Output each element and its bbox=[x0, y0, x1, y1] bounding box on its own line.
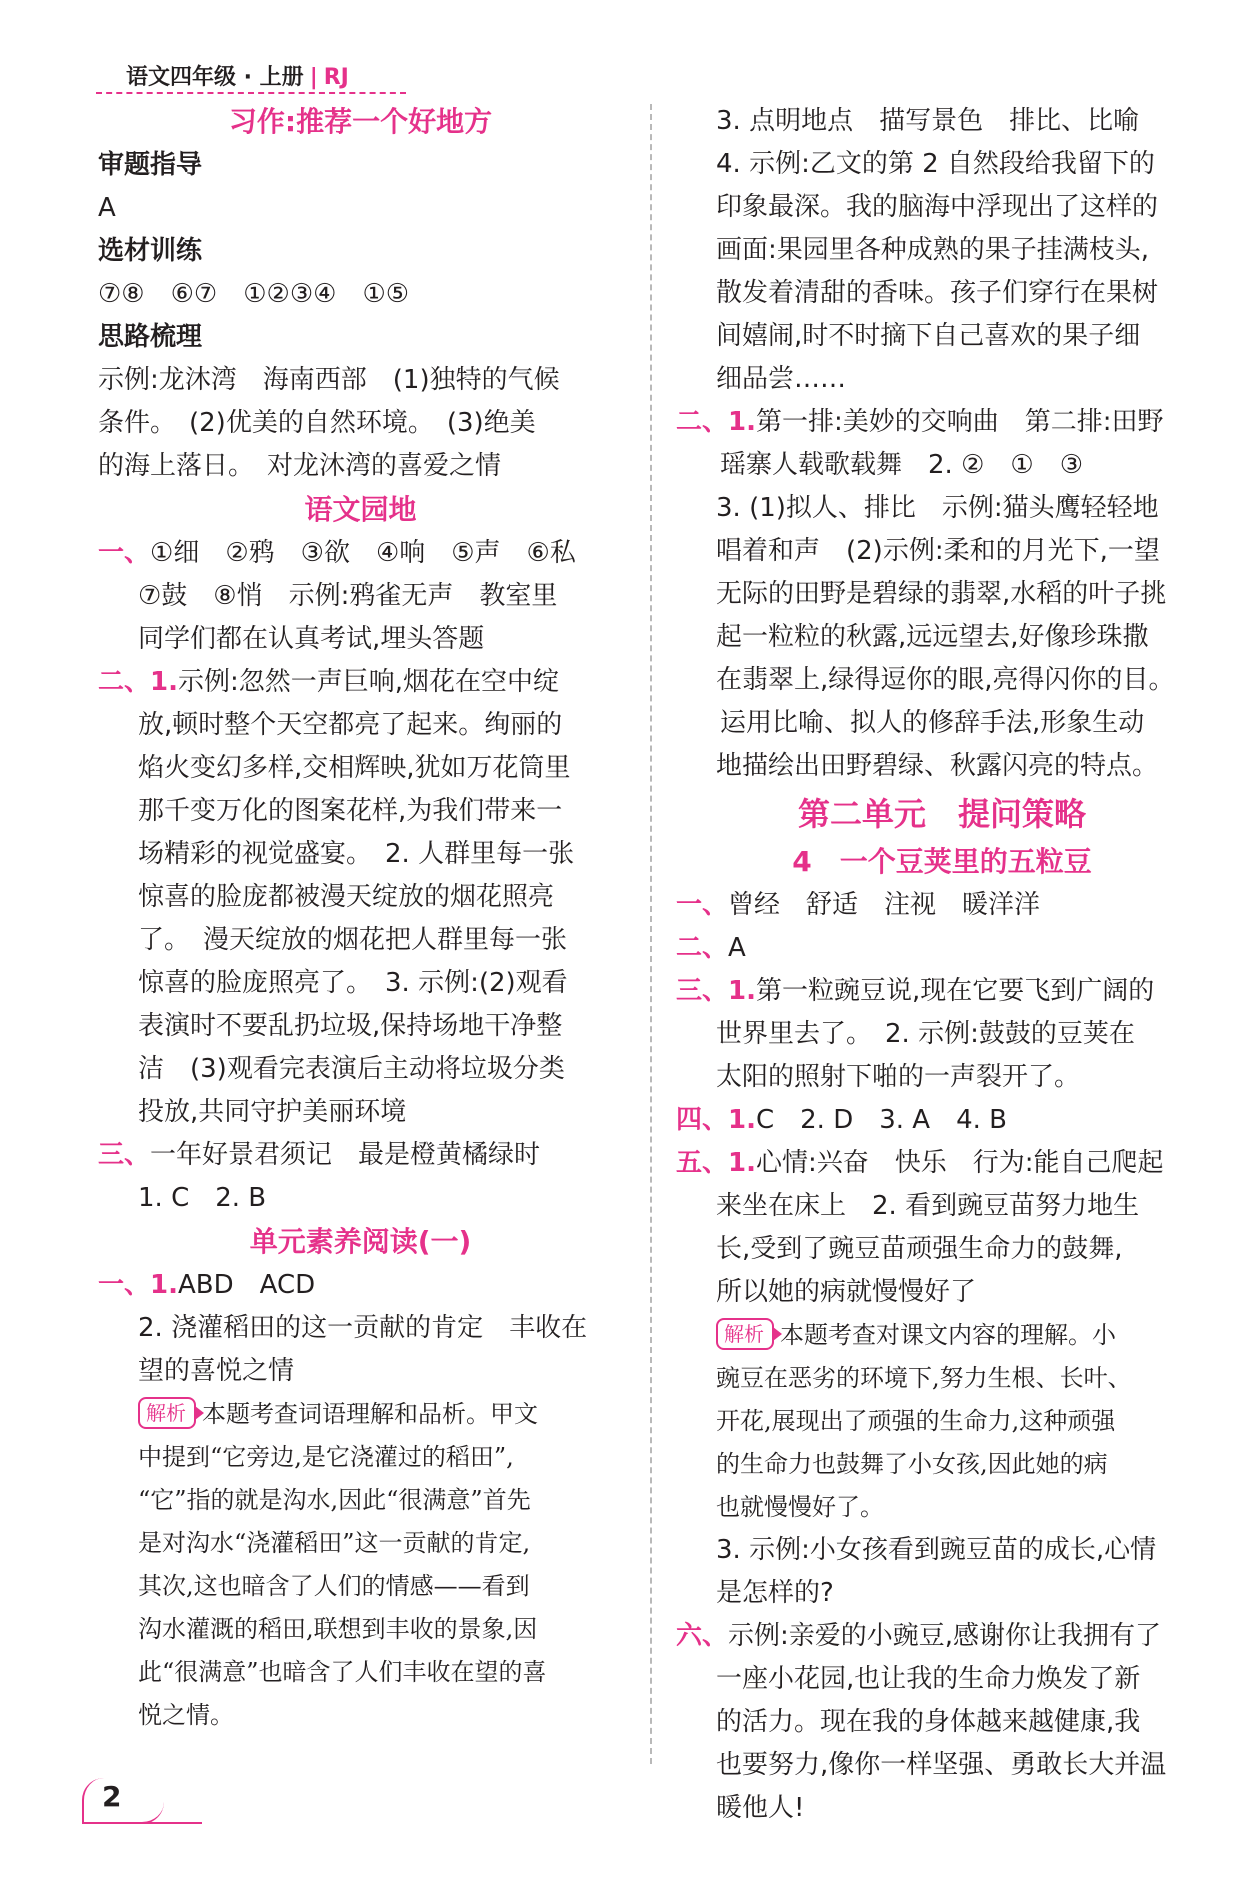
answer-line bbox=[676, 401, 1208, 444]
answer-line: 印象最深。我的脑海中浮现出了这样的 bbox=[716, 192, 1159, 222]
subheading: 选材训练 bbox=[98, 236, 203, 266]
question-number: 一、1. bbox=[98, 1270, 178, 1300]
answer-line: 地描绘出田野碧绿、秋露闪亮的特点。 bbox=[716, 751, 1159, 781]
answer-line: 3. (1)拟人、排比 示例:猫头鹰轻轻地 bbox=[716, 493, 1159, 523]
answer-line: 惊喜的脸庞照亮了。 3. 示例:(2)观看 bbox=[138, 968, 568, 998]
analysis-line bbox=[676, 1357, 1208, 1400]
page-number-rule bbox=[82, 1822, 202, 1824]
page-number-badge bbox=[82, 1778, 164, 1824]
analysis-tag: 解析 bbox=[138, 1397, 196, 1429]
answer-line bbox=[98, 661, 623, 704]
analysis-text: 中提到“它旁边,是它浇灌过的稻田”, bbox=[138, 1443, 514, 1471]
question-number: 二、 bbox=[676, 933, 729, 963]
analysis-line bbox=[98, 1651, 623, 1694]
answer-line: 了。 漫天绽放的烟花把人群里每一张 bbox=[138, 925, 568, 955]
question-number: 四、1. bbox=[676, 1105, 756, 1135]
answer-line: 散发着清甜的香味。孩子们穿行在果树 bbox=[716, 278, 1159, 308]
question-number: 一、 bbox=[676, 890, 729, 920]
question-number: 五、1. bbox=[676, 1148, 756, 1178]
answer-line bbox=[676, 884, 1208, 927]
right-column bbox=[676, 100, 1208, 1830]
answer-line: 来坐在床上 2. 看到豌豆苗努力地生 bbox=[716, 1191, 1140, 1221]
answer-line bbox=[676, 927, 1208, 970]
analysis-text: 也就慢慢好了。 bbox=[716, 1493, 884, 1521]
analysis-line bbox=[98, 1479, 623, 1522]
header-title: 语文四年级 · 上册 bbox=[126, 65, 304, 90]
answer-line: 唱着和声 (2)示例:柔和的月光下,一望 bbox=[716, 536, 1160, 566]
answer-line: 世界里去了。 2. 示例:鼓鼓的豆荚在 bbox=[716, 1019, 1135, 1049]
answer-line: 场精彩的视觉盛宴。 2. 人群里每一张 bbox=[138, 839, 575, 869]
analysis-text: 此“很满意”也暗含了人们丰收在望的喜 bbox=[138, 1658, 547, 1686]
answer-line bbox=[676, 1099, 1208, 1142]
answer-line: 所以她的病就慢慢好了 bbox=[716, 1277, 977, 1307]
answer-line: ⑦鼓 ⑧悄 示例:鸦雀无声 教室里 bbox=[138, 581, 558, 611]
answer-text: 曾经 舒适 注视 暖洋洋 bbox=[728, 890, 1041, 920]
answer-line: 瑶寨人载歌载舞 2. ② ① ③ bbox=[720, 450, 1083, 480]
answer-line: 无际的田野是碧绿的翡翠,水稻的叶子挑 bbox=[716, 579, 1167, 609]
answer-line: 的海上落日。 对龙沐湾的喜爱之情 bbox=[98, 451, 502, 481]
answer-text: ABD ACD bbox=[177, 1270, 316, 1300]
answer-line bbox=[676, 970, 1208, 1013]
answer-line: 1. C 2. B bbox=[138, 1183, 267, 1213]
analysis-line bbox=[676, 1486, 1208, 1529]
analysis-line bbox=[98, 1436, 623, 1479]
answer-text: ①细 ②鸦 ③欲 ④响 ⑤声 ⑥私 bbox=[150, 538, 576, 568]
answer-line: 一座小花园,也让我的生命力焕发了新 bbox=[716, 1664, 1141, 1694]
answer-line: ⑦⑧ ⑥⑦ ①②③④ ①⑤ bbox=[98, 279, 410, 309]
answer-line: 间嬉闹,时不时摘下自己喜欢的果子细 bbox=[716, 321, 1141, 351]
question-number: 三、1. bbox=[676, 976, 756, 1006]
answer-line: 望的喜悦之情 bbox=[138, 1356, 295, 1386]
answer-line: 暖他人! bbox=[716, 1793, 805, 1823]
answer-line: 条件。 (2)优美的自然环境。 (3)绝美 bbox=[98, 408, 536, 438]
answer-text: 第一排:美妙的交响曲 第二排:田野 bbox=[755, 407, 1164, 437]
analysis-line bbox=[98, 1694, 623, 1737]
analysis-line bbox=[98, 1608, 623, 1651]
answer-text: 第一粒豌豆说,现在它要飞到广阔的 bbox=[755, 976, 1155, 1006]
section-heading: 单元素养阅读(一) bbox=[249, 1225, 472, 1258]
answer-line: A bbox=[98, 193, 116, 223]
subheading: 思路梳理 bbox=[98, 322, 203, 352]
answer-line: 3. 点明地点 描写景色 排比、比喻 bbox=[716, 106, 1140, 136]
page-number: 2 bbox=[102, 1780, 122, 1813]
column-divider bbox=[650, 104, 652, 1764]
header-edition: RJ bbox=[323, 65, 349, 90]
answer-line: 细品尝…… bbox=[716, 364, 847, 394]
left-column bbox=[98, 100, 623, 1737]
analysis-text: 豌豆在恶劣的环境下,努力生根、长叶、 bbox=[716, 1364, 1132, 1392]
answer-line: 画面:果园里各种成熟的果子挂满枝头, bbox=[716, 235, 1150, 265]
answer-line: 太阳的照射下啪的一声裂开了。 bbox=[716, 1062, 1081, 1092]
analysis-text: 的生命力也鼓舞了小女孩,因此她的病 bbox=[716, 1450, 1108, 1478]
answer-line: 那千变万化的图案花样,为我们带来一 bbox=[138, 796, 563, 826]
question-number: 三、 bbox=[98, 1140, 151, 1170]
answer-line: 投放,共同守护美丽环境 bbox=[138, 1097, 407, 1127]
header-rule bbox=[96, 92, 406, 94]
header-title-line bbox=[126, 60, 349, 91]
analysis-line bbox=[98, 1393, 623, 1436]
answer-line: 2. 浇灌稻田的这一贡献的肯定 丰收在 bbox=[138, 1313, 588, 1343]
section-heading: 习作:推荐一个好地方 bbox=[228, 105, 493, 138]
answer-text: 心情:兴奋 快乐 行为:能自己爬起 bbox=[755, 1148, 1164, 1178]
answer-text: C 2. D 3. A 4. B bbox=[755, 1105, 1007, 1135]
analysis-text: 开花,展现出了顽强的生命力,这种顽强 bbox=[716, 1407, 1116, 1435]
page-header bbox=[96, 56, 436, 96]
answer-line: 同学们都在认真考试,埋头答题 bbox=[138, 624, 485, 654]
question-number: 二、1. bbox=[676, 407, 756, 437]
analysis-text: 本题考查词语理解和品析。甲文 bbox=[202, 1400, 538, 1428]
subheading: 审题指导 bbox=[98, 150, 203, 180]
section-heading: 4 一个豆荚里的五粒豆 bbox=[792, 845, 1092, 878]
answer-line: 放,顿时整个天空都亮了起来。绚丽的 bbox=[138, 710, 563, 740]
answer-line: 运用比喻、拟人的修辞手法,形象生动 bbox=[720, 708, 1145, 738]
analysis-text: 本题考查对课文内容的理解。小 bbox=[780, 1321, 1116, 1349]
analysis-text: 悦之情。 bbox=[138, 1701, 234, 1729]
answer-line bbox=[98, 1134, 623, 1177]
answer-line: 焰火变幻多样,交相辉映,犹如万花筒里 bbox=[138, 753, 571, 783]
answer-line: 长,受到了豌豆苗顽强生命力的鼓舞, bbox=[716, 1234, 1123, 1264]
answer-line bbox=[98, 1264, 623, 1307]
answer-line: 在翡翠上,绿得逗你的眼,亮得闪你的目。 bbox=[716, 665, 1175, 695]
answer-line: 起一粒粒的秋露,远远望去,好像珍珠撒 bbox=[716, 622, 1149, 652]
question-number: 六、 bbox=[676, 1621, 729, 1651]
answer-line: 3. 示例:小女孩看到豌豆苗的成长,心情 bbox=[716, 1535, 1157, 1565]
question-number: 二、1. bbox=[98, 667, 178, 697]
analysis-line bbox=[676, 1400, 1208, 1443]
answer-line: 的活力。现在我的身体越来越健康,我 bbox=[716, 1707, 1141, 1737]
analysis-text: 是对沟水“浇灌稻田”这一贡献的肯定, bbox=[138, 1529, 531, 1557]
analysis-text: 沟水灌溉的稻田,联想到丰收的景象,因 bbox=[138, 1615, 538, 1643]
answer-text: 一年好景君须记 最是橙黄橘绿时 bbox=[150, 1140, 541, 1170]
answer-line: 洁 (3)观看完表演后主动将垃圾分类 bbox=[138, 1054, 565, 1084]
analysis-tag: 解析 bbox=[716, 1318, 774, 1350]
answer-line: 是怎样的? bbox=[716, 1578, 834, 1608]
answer-line: 示例:龙沐湾 海南西部 (1)独特的气候 bbox=[98, 365, 560, 395]
answer-line: 也要努力,像你一样坚强、勇敢长大并温 bbox=[716, 1750, 1167, 1780]
analysis-text: “它”指的就是沟水,因此“很满意”首先 bbox=[138, 1486, 531, 1514]
section-heading: 第二单元 提问策略 bbox=[797, 795, 1086, 833]
answer-line bbox=[98, 532, 623, 575]
answer-line bbox=[676, 1142, 1208, 1185]
answer-line: 惊喜的脸庞都被漫天绽放的烟花照亮 bbox=[138, 882, 555, 912]
answer-text: A bbox=[728, 933, 746, 963]
answer-line: 表演时不要乱扔垃圾,保持场地干净整 bbox=[138, 1011, 563, 1041]
analysis-line bbox=[676, 1443, 1208, 1486]
answer-text: 示例:忽然一声巨响,烟花在空中绽 bbox=[177, 667, 559, 697]
answer-line: 4. 示例:乙文的第 2 自然段给我留下的 bbox=[716, 149, 1155, 179]
analysis-line bbox=[676, 1314, 1208, 1357]
analysis-text: 其次,这也暗含了人们的情感——看到 bbox=[138, 1572, 530, 1600]
section-heading: 语文园地 bbox=[304, 493, 417, 526]
answer-line bbox=[676, 1615, 1208, 1658]
header-separator: | bbox=[309, 65, 318, 90]
analysis-line bbox=[98, 1565, 623, 1608]
question-number: 一、 bbox=[98, 538, 151, 568]
answer-text: 示例:亲爱的小豌豆,感谢你让我拥有了 bbox=[728, 1621, 1162, 1651]
analysis-line bbox=[98, 1522, 623, 1565]
